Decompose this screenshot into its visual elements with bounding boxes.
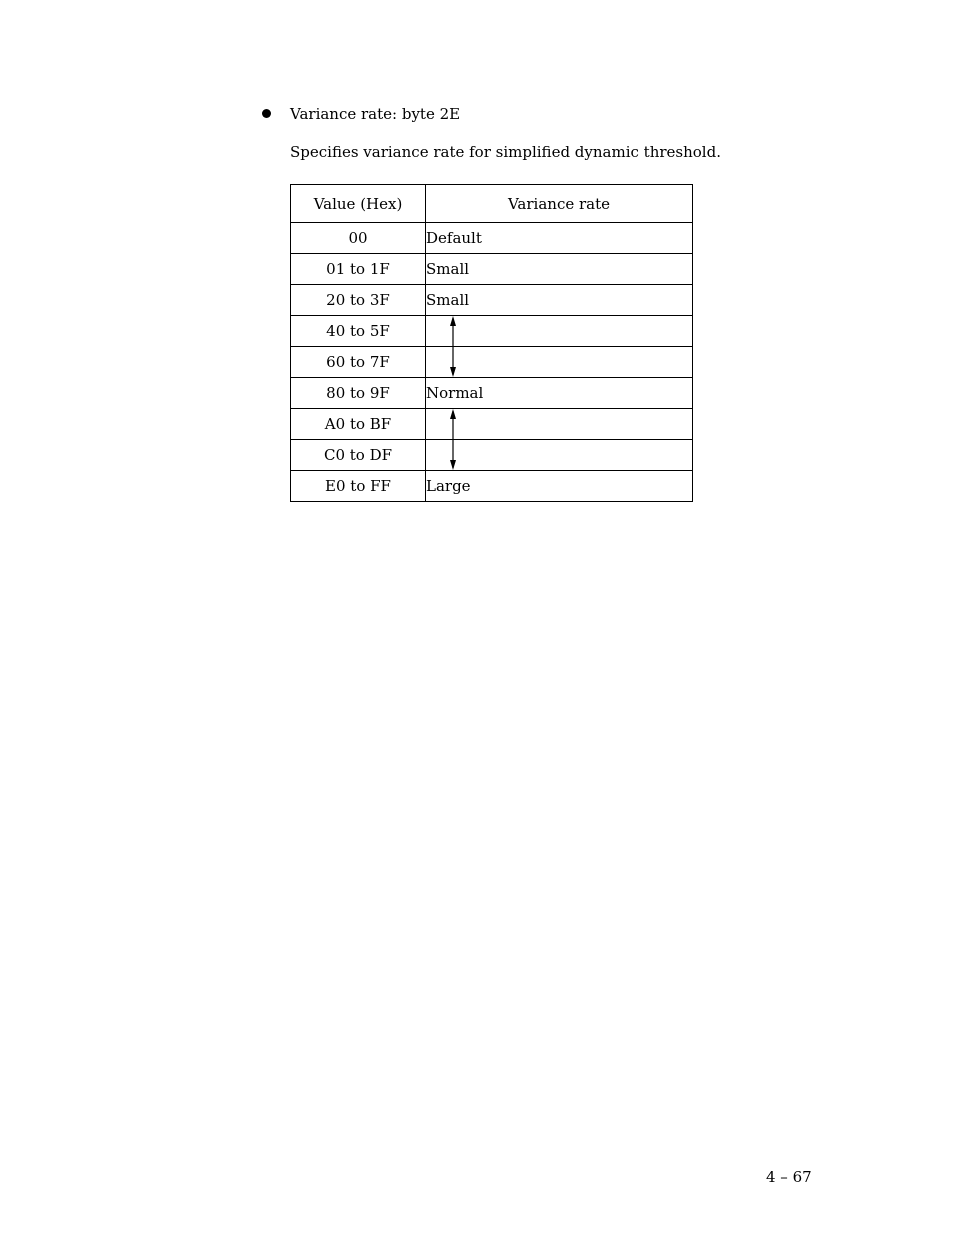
- arrow-up-icon: [448, 409, 458, 440]
- variance-rate-cell: Large: [426, 471, 693, 502]
- table-row: [291, 440, 693, 471]
- arrow-down-icon: [448, 346, 458, 377]
- table-row: [291, 285, 693, 316]
- arrow-up-icon: [448, 316, 458, 347]
- hex-value-cell: C0 to DF: [291, 440, 426, 471]
- table-row: [291, 347, 693, 378]
- variance-rate-cell: [426, 440, 693, 471]
- hex-value-cell: 60 to 7F: [291, 347, 426, 378]
- page-number: 4 – 67: [766, 1168, 812, 1186]
- variance-rate-cell: Small: [426, 254, 693, 285]
- hex-value-cell: 40 to 5F: [291, 316, 426, 347]
- bullet-dot-icon: [262, 109, 271, 118]
- variance-rate-table: [290, 184, 693, 502]
- section-description: Specifies variance rate for simplified dynamic threshold.: [290, 143, 721, 161]
- variance-rate-cell: [426, 316, 693, 347]
- hex-value-cell: A0 to BF: [291, 409, 426, 440]
- table-row: [291, 471, 693, 502]
- hex-value-cell: E0 to FF: [291, 471, 426, 502]
- arrow-down-icon: [448, 439, 458, 470]
- variance-rate-cell: Normal: [426, 378, 693, 409]
- section-title: Variance rate: byte 2E: [290, 105, 461, 123]
- table-row: [291, 409, 693, 440]
- hex-value-cell: 01 to 1F: [291, 254, 426, 285]
- table-header-row: [291, 185, 693, 223]
- variance-rate-cell: [426, 409, 693, 440]
- table-row: [291, 223, 693, 254]
- table-row: [291, 254, 693, 285]
- variance-rate-cell: Default: [426, 223, 693, 254]
- hex-value-cell: 20 to 3F: [291, 285, 426, 316]
- hex-value-cell: 80 to 9F: [291, 378, 426, 409]
- table-row: [291, 316, 693, 347]
- column-header-value-hex: Value (Hex): [291, 185, 426, 223]
- variance-rate-cell: [426, 347, 693, 378]
- hex-value-cell: 00: [291, 223, 426, 254]
- table-row: [291, 378, 693, 409]
- column-header-variance-rate: Variance rate: [426, 185, 693, 223]
- variance-rate-cell: Small: [426, 285, 693, 316]
